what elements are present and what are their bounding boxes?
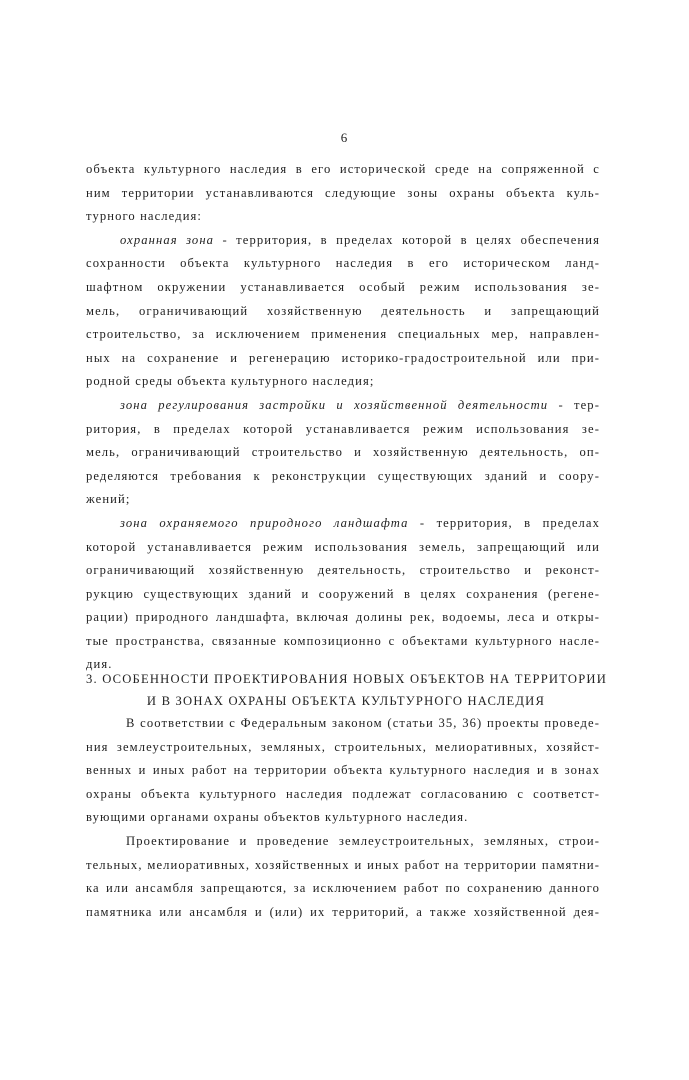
text-line: В соответствии с Федеральным законом (статьи 35, 36) проекты проведе-: [126, 716, 600, 730]
text-line: сохранности объекта культурного наследия в его историческом ланд-: [86, 256, 600, 271]
section-heading: [86, 668, 606, 712]
text-line: ритория, в пределах которой устанавливается режим использования зе-: [86, 421, 600, 436]
text-line: дия.: [86, 657, 113, 672]
zone-definition-text: - тер-: [548, 397, 600, 412]
text-line: рукцию существующих зданий и сооружений в целях сохранения (регене-: [86, 586, 600, 601]
text-line: ных на сохранение и регенерацию историко-градостроительной или при-: [86, 350, 600, 365]
text-line: мель, ограничивающий хозяйственную деятельность и запрещающий: [86, 303, 600, 318]
text-line: ограничивающий хозяйственную деятельность, строительство и реконст-: [86, 563, 600, 578]
text-line: жений;: [86, 492, 131, 507]
text-line: тельных, мелиоративных, хозяйственных и иных работ на территории памятни-: [86, 857, 600, 872]
text-line: мель, ограничивающий строительство и хозяйственную деятельность, оп-: [86, 445, 600, 460]
zone-term: охранная зона: [120, 232, 215, 247]
body-text-lower: [86, 712, 600, 924]
zone-definition-first-line: [86, 229, 600, 253]
text-line: ределяются требования к реконструкции существующих зданий и соору-: [86, 468, 600, 483]
text-line: памятника или ансамбля и (или) их территорий, а также хозяйственной дея-: [86, 904, 600, 919]
text-line: родной среды объекта культурного наследия;: [86, 374, 375, 389]
text-line: Проектирование и проведение землеустроительных, земляных, строи-: [126, 833, 600, 848]
text-line: которой устанавливается режим использования земель, запрещающий или: [86, 539, 600, 554]
text-line: ка или ансамбля запрещаются, за исключением работ по сохранению данного: [86, 881, 600, 896]
text-line: вующими органами охраны объектов культурного наследия.: [86, 810, 469, 825]
text-line: строительство, за исключением применения специальных мер, направлен-: [86, 327, 600, 342]
text-line: венных и иных работ на территории объекта культурного наследия и в зонах: [86, 763, 600, 778]
section-heading-line-2: И В ЗОНАХ ОХРАНЫ ОБЪЕКТА КУЛЬТУРНОГО НАСЛЕДИЯ: [146, 694, 546, 708]
zone-definition-first-line: [86, 512, 600, 536]
zone-term: зона регулирования застройки и хозяйственной деятельности: [120, 397, 549, 412]
page-number: 6: [340, 130, 349, 145]
text-line: тые пространства, связанные композиционно с объектами культурного насле-: [86, 633, 600, 648]
text-line: рации) природного ландшафта, включая долины рек, водоемы, леса и откры-: [86, 610, 600, 625]
zone-term: зона охраняемого природного ландшафта: [120, 515, 409, 530]
text-line: шафтном окружении устанавливается особый режим использования зе-: [86, 279, 600, 294]
text-line: ния землеустроительных, земляных, строительных, мелиоративных, хозяйст-: [86, 739, 600, 754]
zone-definition-text: - территория, в пределах: [408, 515, 601, 530]
text-line: ним территории устанавливаются следующие зоны охраны объекта куль-: [86, 185, 600, 200]
text-line: турного наследия:: [86, 209, 203, 224]
section-heading-line-1: 3. ОСОБЕННОСТИ ПРОЕКТИРОВАНИЯ НОВЫХ ОБЪЕКТОВ НА ТЕРРИТОРИИ: [86, 672, 608, 686]
zone-definition-text: - территория, в пределах которой в целях обеспечения: [214, 232, 600, 247]
text-line: охраны объекта культурного наследия подлежат согласованию с соответст-: [86, 786, 600, 801]
zone-definition-first-line: [86, 394, 600, 418]
text-line: объекта культурного наследия в его исторической среде на сопряженной с: [86, 162, 600, 176]
body-text-upper: [86, 158, 600, 677]
